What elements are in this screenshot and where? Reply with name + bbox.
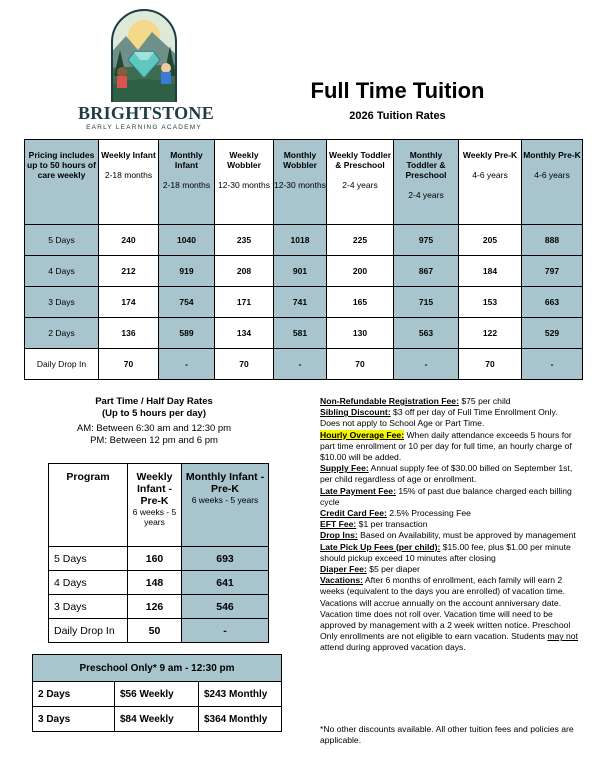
table-header-row [33,655,282,682]
column-header: Weekly Infant - Pre-K 6 weeks - 5 years [128,464,182,547]
fee-eft: EFT Fee: $1 per transaction [320,519,428,530]
table-cell: 205 [459,225,522,256]
table-cell: 741 [274,287,327,318]
row-label: 4 Days [49,571,128,595]
table-cell: 225 [327,225,394,256]
fee-sibling: Sibling Discount: $3 off per day of Full Time Enrollment Only. Does not apply to School Age or Part Time. [320,407,558,429]
table-cell: 208 [215,256,274,287]
fee-registration: Non-Refundable Registration Fee: $75 per child [320,396,511,406]
table-cell: 797 [522,256,583,287]
table-row [49,571,269,595]
logo-subtitle: EARLY LEARNING ACADEMY [86,124,202,131]
table-cell: 240 [99,225,159,256]
table-cell: 70 [215,349,274,380]
fee-vacations: Vacations: After 6 months of enrollment, each family will earn 2 weeks (equivalent to the days you are enrolled) of vacation time. Vacations will accrue annually on the account anniversary date. Vacation time does not roll over. Vacation time will need to be approved by management with a 2 week written notice. Preschool Only enrollments are not eligible to earn vacation. Students may not attend during approved vacation days. [320,575,578,653]
row-label: 5 Days [49,547,128,571]
table-row [49,595,269,619]
table-row [25,225,583,256]
table-row [25,287,583,318]
column-header: Weekly Wobbler 12-30 months [215,140,274,225]
table-cell: - [274,349,327,380]
table-cell: 235 [215,225,274,256]
column-header: Monthly Wobbler 12-30 months [274,140,327,225]
table-cell: 126 [128,595,182,619]
table-cell: 867 [394,256,459,287]
table-row [49,547,269,571]
table-cell: 563 [394,318,459,349]
table-cell: 165 [327,287,394,318]
table-cell: 641 [182,571,269,595]
preschool-title: Preschool Only* 9 am - 12:30 pm [33,655,282,682]
table-row [49,619,269,643]
table-cell: $243 Monthly [199,682,282,707]
table-cell: 529 [522,318,583,349]
fee-credit-card: Credit Card Fee: 2.5% Processing Fee [320,508,471,519]
table-cell: 184 [459,256,522,287]
table-cell: 901 [274,256,327,287]
fee-notes [320,396,578,654]
table-header-row [49,464,269,547]
table-cell: 148 [128,571,182,595]
column-header: Program [49,464,128,547]
table-cell: 663 [522,287,583,318]
column-header: Monthly Toddler & Preschool 2-4 years [394,140,459,225]
logo-emblem-icon [108,6,180,102]
table-cell: - [182,619,269,643]
row-label: 4 Days [25,256,99,287]
table-cell: 130 [327,318,394,349]
table-cell: 1040 [159,225,215,256]
table-cell: - [394,349,459,380]
part-time-am: AM: Between 6:30 am and 12:30 pm [76,423,232,434]
page-subtitle: 2026 Tuition Rates [349,110,446,122]
table-cell: 50 [128,619,182,643]
table-cell: 153 [459,287,522,318]
column-header: Monthly Infant - Pre-K 6 weeks - 5 years [182,464,269,547]
column-header: Weekly Pre-K 4-6 years [459,140,522,225]
table-cell: 134 [215,318,274,349]
table-cell: 919 [159,256,215,287]
table-cell: 754 [159,287,215,318]
row-label: 5 Days [25,225,99,256]
row-label: 2 Days [25,318,99,349]
table-cell: 975 [394,225,459,256]
column-header: Weekly Toddler & Preschool 2-4 years [327,140,394,225]
table-cell: 546 [182,595,269,619]
table-cell: $84 Weekly [115,707,199,732]
table-cell: 122 [459,318,522,349]
part-time-title: Part Time / Half Day Rates (Up to 5 hours per day) [95,396,213,419]
fee-supply: Supply Fee: Annual supply fee of $30.00 billed on September 1st, per child regardless of age or enrollment. [320,463,573,485]
fee-late-payment: Late Payment Fee: 15% of past due balance charged each billing cycle [320,485,572,507]
table-header-row [25,140,583,225]
column-header: Weekly Infant 2-18 months [99,140,159,225]
corner-cell: Pricing includes up to 50 hours of care weekly [25,140,99,225]
table-cell: 171 [215,287,274,318]
table-cell: - [522,349,583,380]
table-row [33,707,282,732]
table-cell: 200 [327,256,394,287]
table-cell: 693 [182,547,269,571]
table-cell: 1018 [274,225,327,256]
table-cell: 2 Days [33,682,115,707]
table-cell: 212 [99,256,159,287]
table-row [33,682,282,707]
logo-name: BRIGHTSTONE [78,103,215,123]
table-cell: 160 [128,547,182,571]
fee-overage: Hourly Overage Fee: When daily attendance exceeds 5 hours for part time enrollment or 10 per day for full time, an hourly charge of $10.00 will be added. [320,429,572,463]
row-label: 3 Days [49,595,128,619]
table-cell: 589 [159,318,215,349]
table-row [25,349,583,380]
table-cell: 174 [99,287,159,318]
table-cell: 70 [99,349,159,380]
row-label: Daily Drop In [25,349,99,380]
logo [78,6,215,131]
table-cell: 70 [327,349,394,380]
part-time-table [48,463,269,643]
column-header: Monthly Infant 2-18 months [159,140,215,225]
table-cell: 888 [522,225,583,256]
table-cell: $364 Monthly [199,707,282,732]
table-cell: - [159,349,215,380]
table-cell: $56 Weekly [115,682,199,707]
table-cell: 136 [99,318,159,349]
fee-late-pickup: Late Pick Up Fees (per child): $15.00 fee, plus $1.00 per minute should pickup exceed 10 minutes after closing [320,541,571,563]
table-row [25,318,583,349]
table-row [25,256,583,287]
row-label: 3 Days [25,287,99,318]
table-cell: 581 [274,318,327,349]
table-cell: 715 [394,287,459,318]
part-time-pm: PM: Between 12 pm and 6 pm [90,435,218,446]
table-cell: 70 [459,349,522,380]
row-label: Daily Drop In [49,619,128,643]
fee-drop-ins: Drop Ins: Based on Availability, must be approved by management [320,530,576,541]
table-cell: 3 Days [33,707,115,732]
preschool-table [32,654,282,732]
footnote: *No other discounts available. All other tuition fees and policies are applicable. [320,724,574,746]
page-title: Full Time Tuition [310,78,485,103]
column-header: Monthly Pre-K 4-6 years [522,140,583,225]
full-time-tuition-table [24,139,583,380]
fee-diaper: Diaper Fee: $5 per diaper [320,564,420,575]
